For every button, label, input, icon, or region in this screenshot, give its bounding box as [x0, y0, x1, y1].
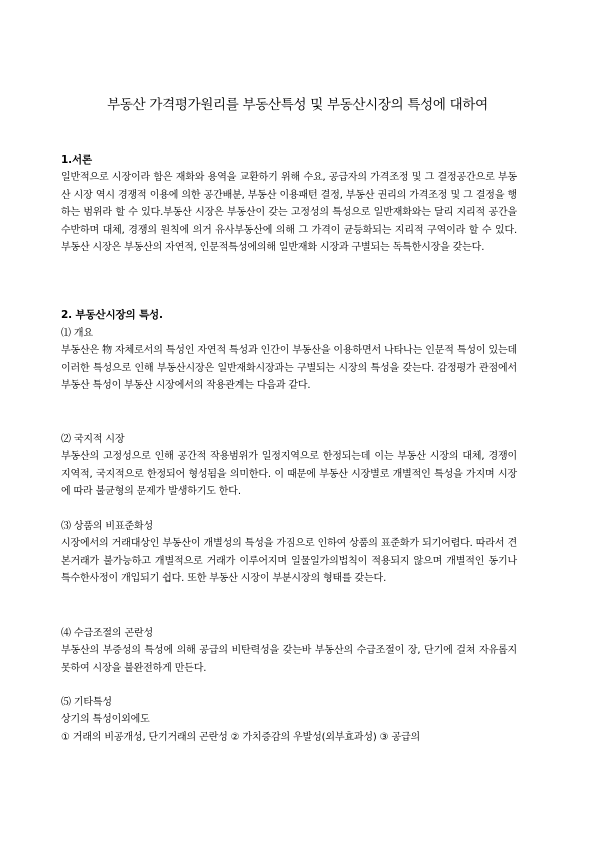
- item-supply-control-body: 부동산의 부증성의 특성에 의해 공급의 비탄력성을 갖는바 부동산의 수급조절이 장, 단기에 걸쳐 자유롭지 못하여 시장을 불완전하게 만든다.: [61, 645, 517, 674]
- item-overview-label: ⑴ 개요: [61, 328, 93, 339]
- item-local-market-body: 부동산의 고정성으로 인해 공간적 작용범위가 일정지역으로 한정되는데 이는 부동산 시장의 대체, 경쟁이 지역적, 국지적으로 한정되어 형성됨을 의미한다. 이 때문에 부동산 시장별로 개별적인 특성을 가지며 시장에 따라 불균형의 문제가 발생하기도 한다.: [61, 451, 517, 498]
- item-other: [61, 694, 517, 746]
- item-local-market-label: ⑵ 국지적 시장: [61, 434, 125, 445]
- item-overview-body: 부동산은 物 자체로서의 특성인 자연적 특성과 인간이 부동산을 이용하면서 나타나는 인문적 특성이 있는데 이러한 특성으로 인해 부동산시장은 일반재화시장과는 구별되는 시장의 특성을 갖는다. 감정평가 관점에서 부동산 특성이 부동산 시장에서의 작용관계는 다음과 같다.: [61, 345, 517, 392]
- item-other-label: ⑸ 기타특성: [61, 697, 112, 708]
- item-non-standard-body: 시장에서의 거래대상인 부동산이 개별성의 특성을 가짐으로 인하여 상품의 표준화가 되기어렵다. 따라서 견본거래가 불가능하고 개별적으로 거래가 이루어지며 일물일가의법칙이 적용되지 않으며 개별적인 동기나 특수한사정이 개입되기 쉽다. 또한 부동산 시장이 부분시장의 형태를 갖는다.: [61, 538, 517, 585]
- intro-body: 일반적으로 시장이라 함은 재화와 용역을 교환하기 위해 수요, 공급자의 가격조정 및 그 결정공간으로 부동산 시장 역시 경쟁적 이용에 의한 공간배분, 부동산 이용패턴 결정, 부동산 권리의 가격조정 및 그 결정을 행하는 범위라 할 수 있다.부동산 시장은 부동산이 갖는 고정성의 특성으로 일반재화와는 달리 지리적 공간을 수반하며 대체, 경쟁의 원칙에 의거 유사부동산에 의해 그 가격이 균등화되는 지리적 구역이라 할 수 있다. 부동산 시장은 부동산의 자연적, 인문적특성에의해 일반재화 시장과 구별되는 독특한시장을 갖는다.: [61, 172, 517, 254]
- section2-heading-block: [61, 307, 517, 324]
- item-other-body: 상기의 특성이외에도: [61, 714, 150, 725]
- item-overview: [61, 325, 517, 395]
- item-supply-control-label: ⑷ 수급조절의 곤란성: [61, 628, 153, 639]
- item-non-standard: [61, 518, 517, 588]
- item-other-extra: ① 거래의 비공개성, 단기거래의 곤란성 ② 가치증감의 우발성(외부효과성) ③ 공급의: [61, 731, 421, 743]
- item-supply-control: [61, 625, 517, 677]
- item-local-market: [61, 431, 517, 501]
- item-non-standard-label: ⑶ 상품의 비표준화성: [61, 521, 153, 532]
- intro-section: [61, 152, 517, 257]
- section2-heading: 2. 부동산시장의 특성.: [61, 309, 163, 321]
- intro-heading: 1.서론: [61, 154, 92, 166]
- document-title: 부동산 가격평가원리를 부동산특성 및 부동산시장의 특성에 대하여: [107, 97, 488, 113]
